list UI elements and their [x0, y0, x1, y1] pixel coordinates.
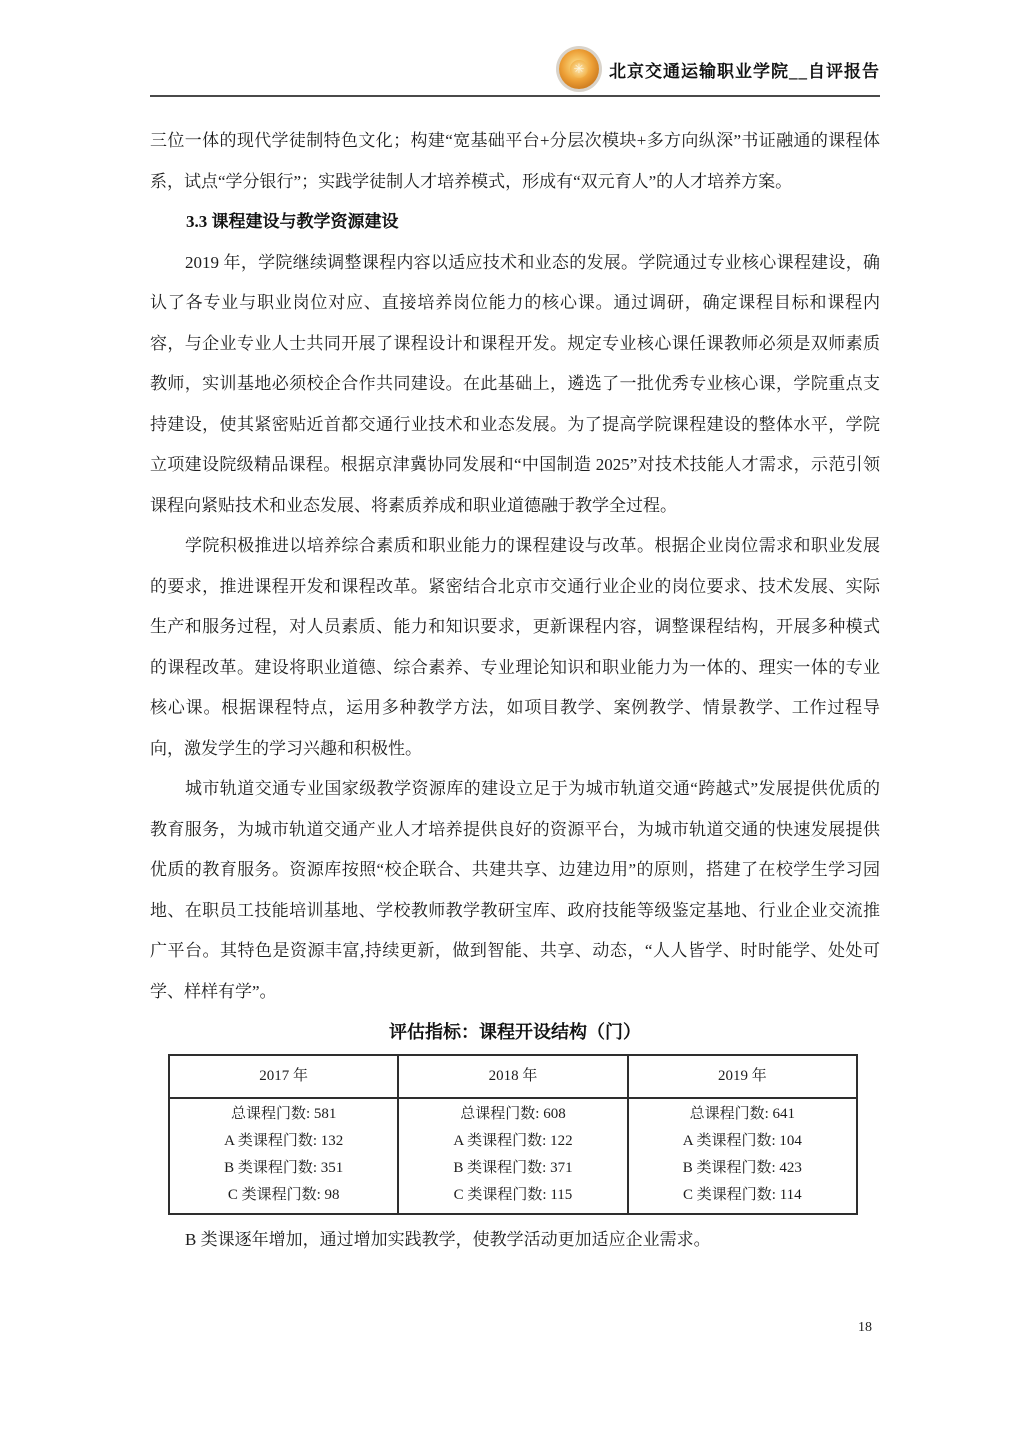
cell-line: 总课程门数: 641 — [689, 1105, 796, 1122]
cell-line: C 类课程门数: 114 — [683, 1186, 802, 1203]
section-heading: 3.3 课程建设与教学资源建设 — [186, 212, 399, 231]
header-inner — [559, 49, 880, 89]
page-number: 18 — [858, 1320, 872, 1335]
cell-line: A 类课程门数: 122 — [453, 1132, 573, 1149]
cell-line: C 类课程门数: 98 — [227, 1186, 340, 1203]
cell-line: C 类课程门数: 115 — [453, 1186, 573, 1203]
table-header-2019: 2019 年 — [628, 1055, 857, 1098]
cell-line: B 类课程门数: 371 — [453, 1159, 573, 1176]
table-header-2018: 2018 年 — [398, 1055, 627, 1098]
cell-line: A 类课程门数: 132 — [224, 1132, 344, 1149]
cell-line: 总课程门数: 581 — [230, 1105, 337, 1122]
cell-line: A 类课程门数: 104 — [682, 1132, 802, 1149]
header-rule — [150, 95, 880, 97]
table-header-row — [169, 1055, 857, 1098]
paragraph-continuation: 三位一体的现代学徒制特色文化；构建“宽基础平台+分层次模块+多方向纵深”书证融通的课程体系，试点“学分银行”；实践学徒制人才培养模式，形成有“双元育人”的人才培养方案。 — [150, 131, 880, 191]
header-title: 北京交通运输职业学院__自评报告 — [609, 61, 880, 81]
paragraph-course-reform: 学院积极推进以培养综合素质和职业能力的课程建设与改革。根据企业岗位需求和职业发展的要求，推进课程开发和课程改革。紧密结合北京市交通行业企业的岗位要求、技术发展、实际生产和服务过程，对人员素质、能力和知识要求，更新课程内容，调整课程结构，开展多种模式的课程改革。建设将职业道德、综合素养、专业理论知识和职业能力为一体的、理实一体的专业核心课。根据课程特点，运用多种教学方法，如项目教学、案例教学、情景教学、工作过程导向，激发学生的学习兴趣和积极性。 — [150, 536, 880, 758]
cell-line: B 类课程门数: 351 — [224, 1159, 344, 1176]
table-cell-2017 — [169, 1098, 398, 1214]
cell-line: 总课程门数: 608 — [460, 1105, 566, 1122]
note-paragraph: B 类课逐年增加，通过增加实践教学，使教学活动更加适应企业需求。 — [185, 1229, 711, 1249]
table-caption: 评估指标：课程开设结构（门） — [389, 1022, 641, 1042]
table-header-2017: 2017 年 — [169, 1055, 398, 1098]
cell-line: B 类课程门数: 423 — [682, 1159, 802, 1176]
table-cell-2018 — [398, 1098, 627, 1214]
paragraph-resource-library: 城市轨道交通专业国家级教学资源库的建设立足于为城市轨道交通“跨越式”发展提供优质的教育服务，为城市轨道交通产业人才培养提供良好的资源平台，为城市轨道交通的快速发展提供优质的教育服务。资源库按照“校企联合、共建共享、边建边用”的原则，搭建了在校学生学习园地、在职员工技能培训基地、学校教师教学教研宝库、政府技能等级鉴定基地、行业企业交流推广平台。其特色是资源丰富,持续更新，做到智能、共享、动态，“人人皆学、时时能学、处处可学、样样有学”。 — [150, 779, 880, 1001]
course-structure-table — [168, 1054, 858, 1215]
content-area — [150, 121, 880, 1256]
table-cell-2019 — [628, 1098, 857, 1214]
college-seal-icon — [559, 49, 599, 89]
paragraph-course-adjustment: 2019 年，学院继续调整课程内容以适应技术和业态的发展。学院通过专业核心课程建设，确认了各专业与职业岗位对应、直接培养岗位能力的核心课。通过调研，确定课程目标和课程内容，与企业专业人士共同开展了课程设计和课程开发。规定专业核心课任课教师必须是双师素质教师，实训基地必须校企合作共同建设。在此基础上，遴选了一批优秀专业核心课，学院重点支持建设，使其紧密贴近首都交通行业技术和业态发展。为了提高学院课程建设的整体水平，学院立项建设院级精品课程。根据京津冀协同发展和“中国制造 2025”对技术技能人才需求，示范引领课程向紧贴技术和业态发展、将素质养成和职业道德融于教学全过程。 — [150, 252, 880, 515]
table-body-row — [169, 1098, 857, 1214]
page-header — [150, 0, 880, 97]
seal-core-icon: ✳ — [570, 60, 588, 78]
